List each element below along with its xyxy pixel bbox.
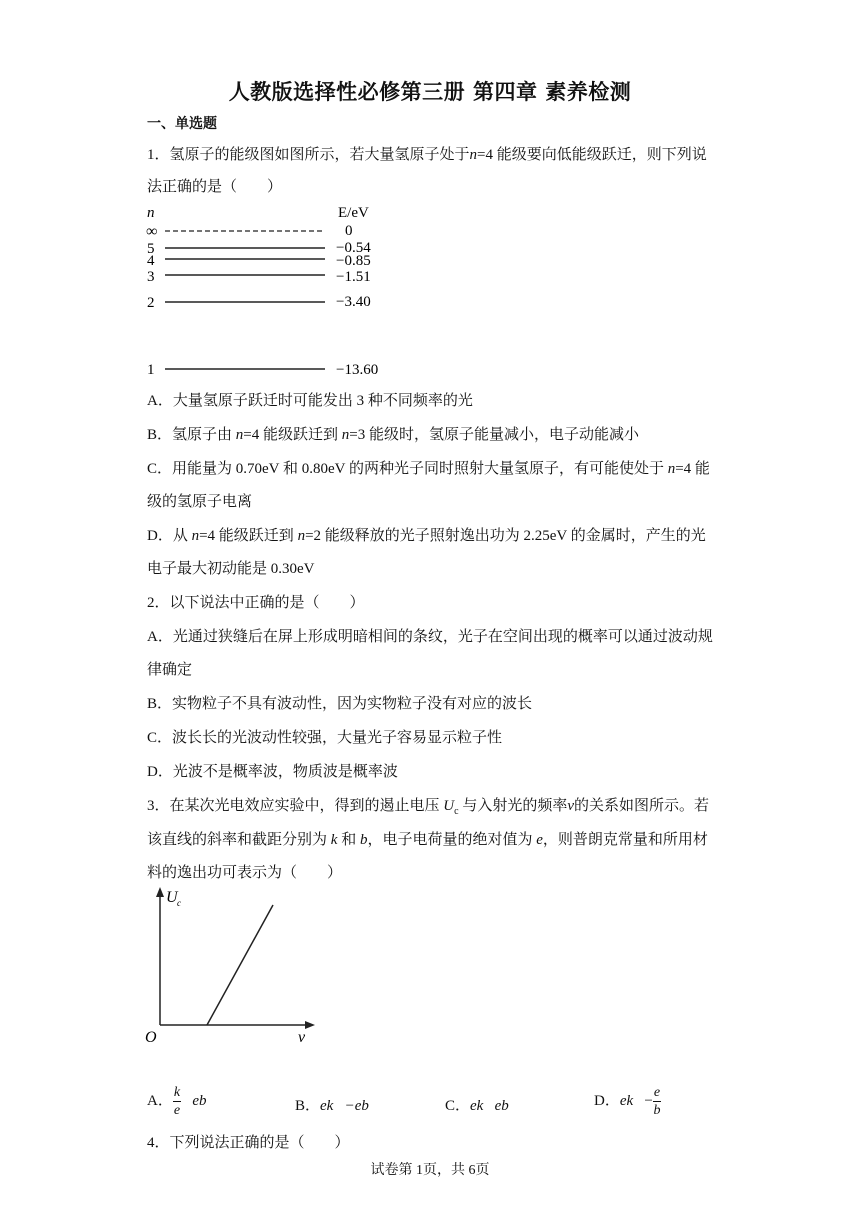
level-e-5: −0.54 bbox=[336, 240, 371, 256]
q2-option-c: C．波长长的光波动性较强，大量光子容易显示粒子性 bbox=[147, 730, 503, 746]
y-axis-arrow bbox=[156, 887, 164, 897]
energy-level-diagram bbox=[140, 198, 400, 383]
q3-option-b: B．ek −eb bbox=[295, 1098, 369, 1114]
fraction-e-over-b: $\frac{e}{b}$ bbox=[653, 1085, 661, 1118]
q1-stem-line2: 法正确的是（ ） bbox=[147, 179, 283, 195]
section-heading: 一、单选题 bbox=[147, 116, 217, 132]
q1-option-c-line1: C．用能量为 0.70eV 和 0.80eV 的两种光子同时照射大量氢原子，有可能使处于 n=4 能 bbox=[147, 461, 710, 477]
level-n-3: 3 bbox=[147, 269, 155, 285]
q3-option-c: C．ek eb bbox=[445, 1098, 509, 1114]
level-n-inf: ∞ bbox=[146, 223, 158, 240]
energy-axis-label: E/eV bbox=[338, 205, 369, 221]
level-e-3: −1.51 bbox=[336, 269, 371, 285]
q1-option-c-line2: 级的氢原子电离 bbox=[147, 494, 253, 510]
origin-label: O bbox=[145, 1029, 157, 1046]
page-title: 人教版选择性必修第三册 第四章 素养检测 bbox=[228, 80, 632, 104]
level-n-4: 4 bbox=[147, 253, 155, 269]
q2-option-b: B．实物粒子不具有波动性，因为实物粒子没有对应的波长 bbox=[147, 696, 533, 712]
q3-stem-line1: 3．在某次光电效应实验中，得到的遏止电压 $U_c$ 与入射光的频率ν的关系如图所示。若 bbox=[147, 798, 710, 817]
q3-option-d: D．ek − $\frac{e}{b}$ bbox=[594, 1085, 661, 1118]
level-e-2: −3.40 bbox=[336, 294, 371, 310]
q3-stem-line2: 该直线的斜率和截距分别为 k 和 b，电子电荷量的绝对值为 e，则普朗克常量和所用材 bbox=[147, 832, 708, 848]
x-axis-arrow bbox=[305, 1021, 315, 1029]
q1-stem-line1: 1．氢原子的能级图如图所示，若大量氢原子处于n=4 能级要向低能级跃迁，则下列说 bbox=[147, 147, 707, 163]
level-n-1: 1 bbox=[147, 362, 155, 378]
q1-option-d-line1: D．从 n=4 能级跃迁到 n=2 能级释放的光子照射逸出功为 2.25eV 的金属时，产生的光 bbox=[147, 528, 706, 544]
level-n-5: 5 bbox=[147, 241, 155, 257]
page-footer: 试卷第 1页，共 6页 bbox=[370, 1163, 490, 1178]
q4-stem: 4．下列说法正确的是（ ） bbox=[147, 1135, 350, 1151]
level-e-inf: 0 bbox=[345, 223, 353, 239]
q2-option-a-line2: 律确定 bbox=[147, 662, 193, 678]
level-e-1: −13.60 bbox=[336, 362, 379, 378]
level-n-2: 2 bbox=[147, 295, 155, 311]
y-axis-label: U bbox=[166, 889, 178, 906]
level-e-4: −0.85 bbox=[336, 253, 371, 269]
q2-option-d: D．光波不是概率波，物质波是概率波 bbox=[147, 764, 398, 780]
q3-option-a: A． $\frac{k}{e}$ eb bbox=[147, 1085, 207, 1118]
uc-nu-line bbox=[207, 905, 273, 1025]
y-axis-subscript: c bbox=[177, 898, 181, 908]
fraction-k-over-e: $\frac{k}{e}$ bbox=[173, 1085, 181, 1118]
q1-option-d-line2: 电子最大初动能是 0.30eV bbox=[147, 561, 315, 577]
q3-stem-line3: 料的逸出功可表示为（ ） bbox=[147, 865, 343, 881]
q1-option-b: B．氢原子由 n=4 能级跃迁到 n=3 能级时，氢原子能量减小，电子动能减小 bbox=[147, 427, 639, 443]
q2-stem: 2．以下说法中正确的是（ ） bbox=[147, 595, 365, 611]
n-axis-label: n bbox=[147, 205, 155, 221]
stopping-voltage-graph bbox=[140, 884, 330, 1049]
q2-option-a-line1: A．光通过狭缝后在屏上形成明暗相间的条纹，光子在空间出现的概率可以通过波动规 bbox=[147, 629, 713, 645]
q1-option-a: A．大量氢原子跃迁时可能发出 3 种不同频率的光 bbox=[147, 393, 473, 409]
x-axis-label: ν bbox=[298, 1029, 306, 1046]
